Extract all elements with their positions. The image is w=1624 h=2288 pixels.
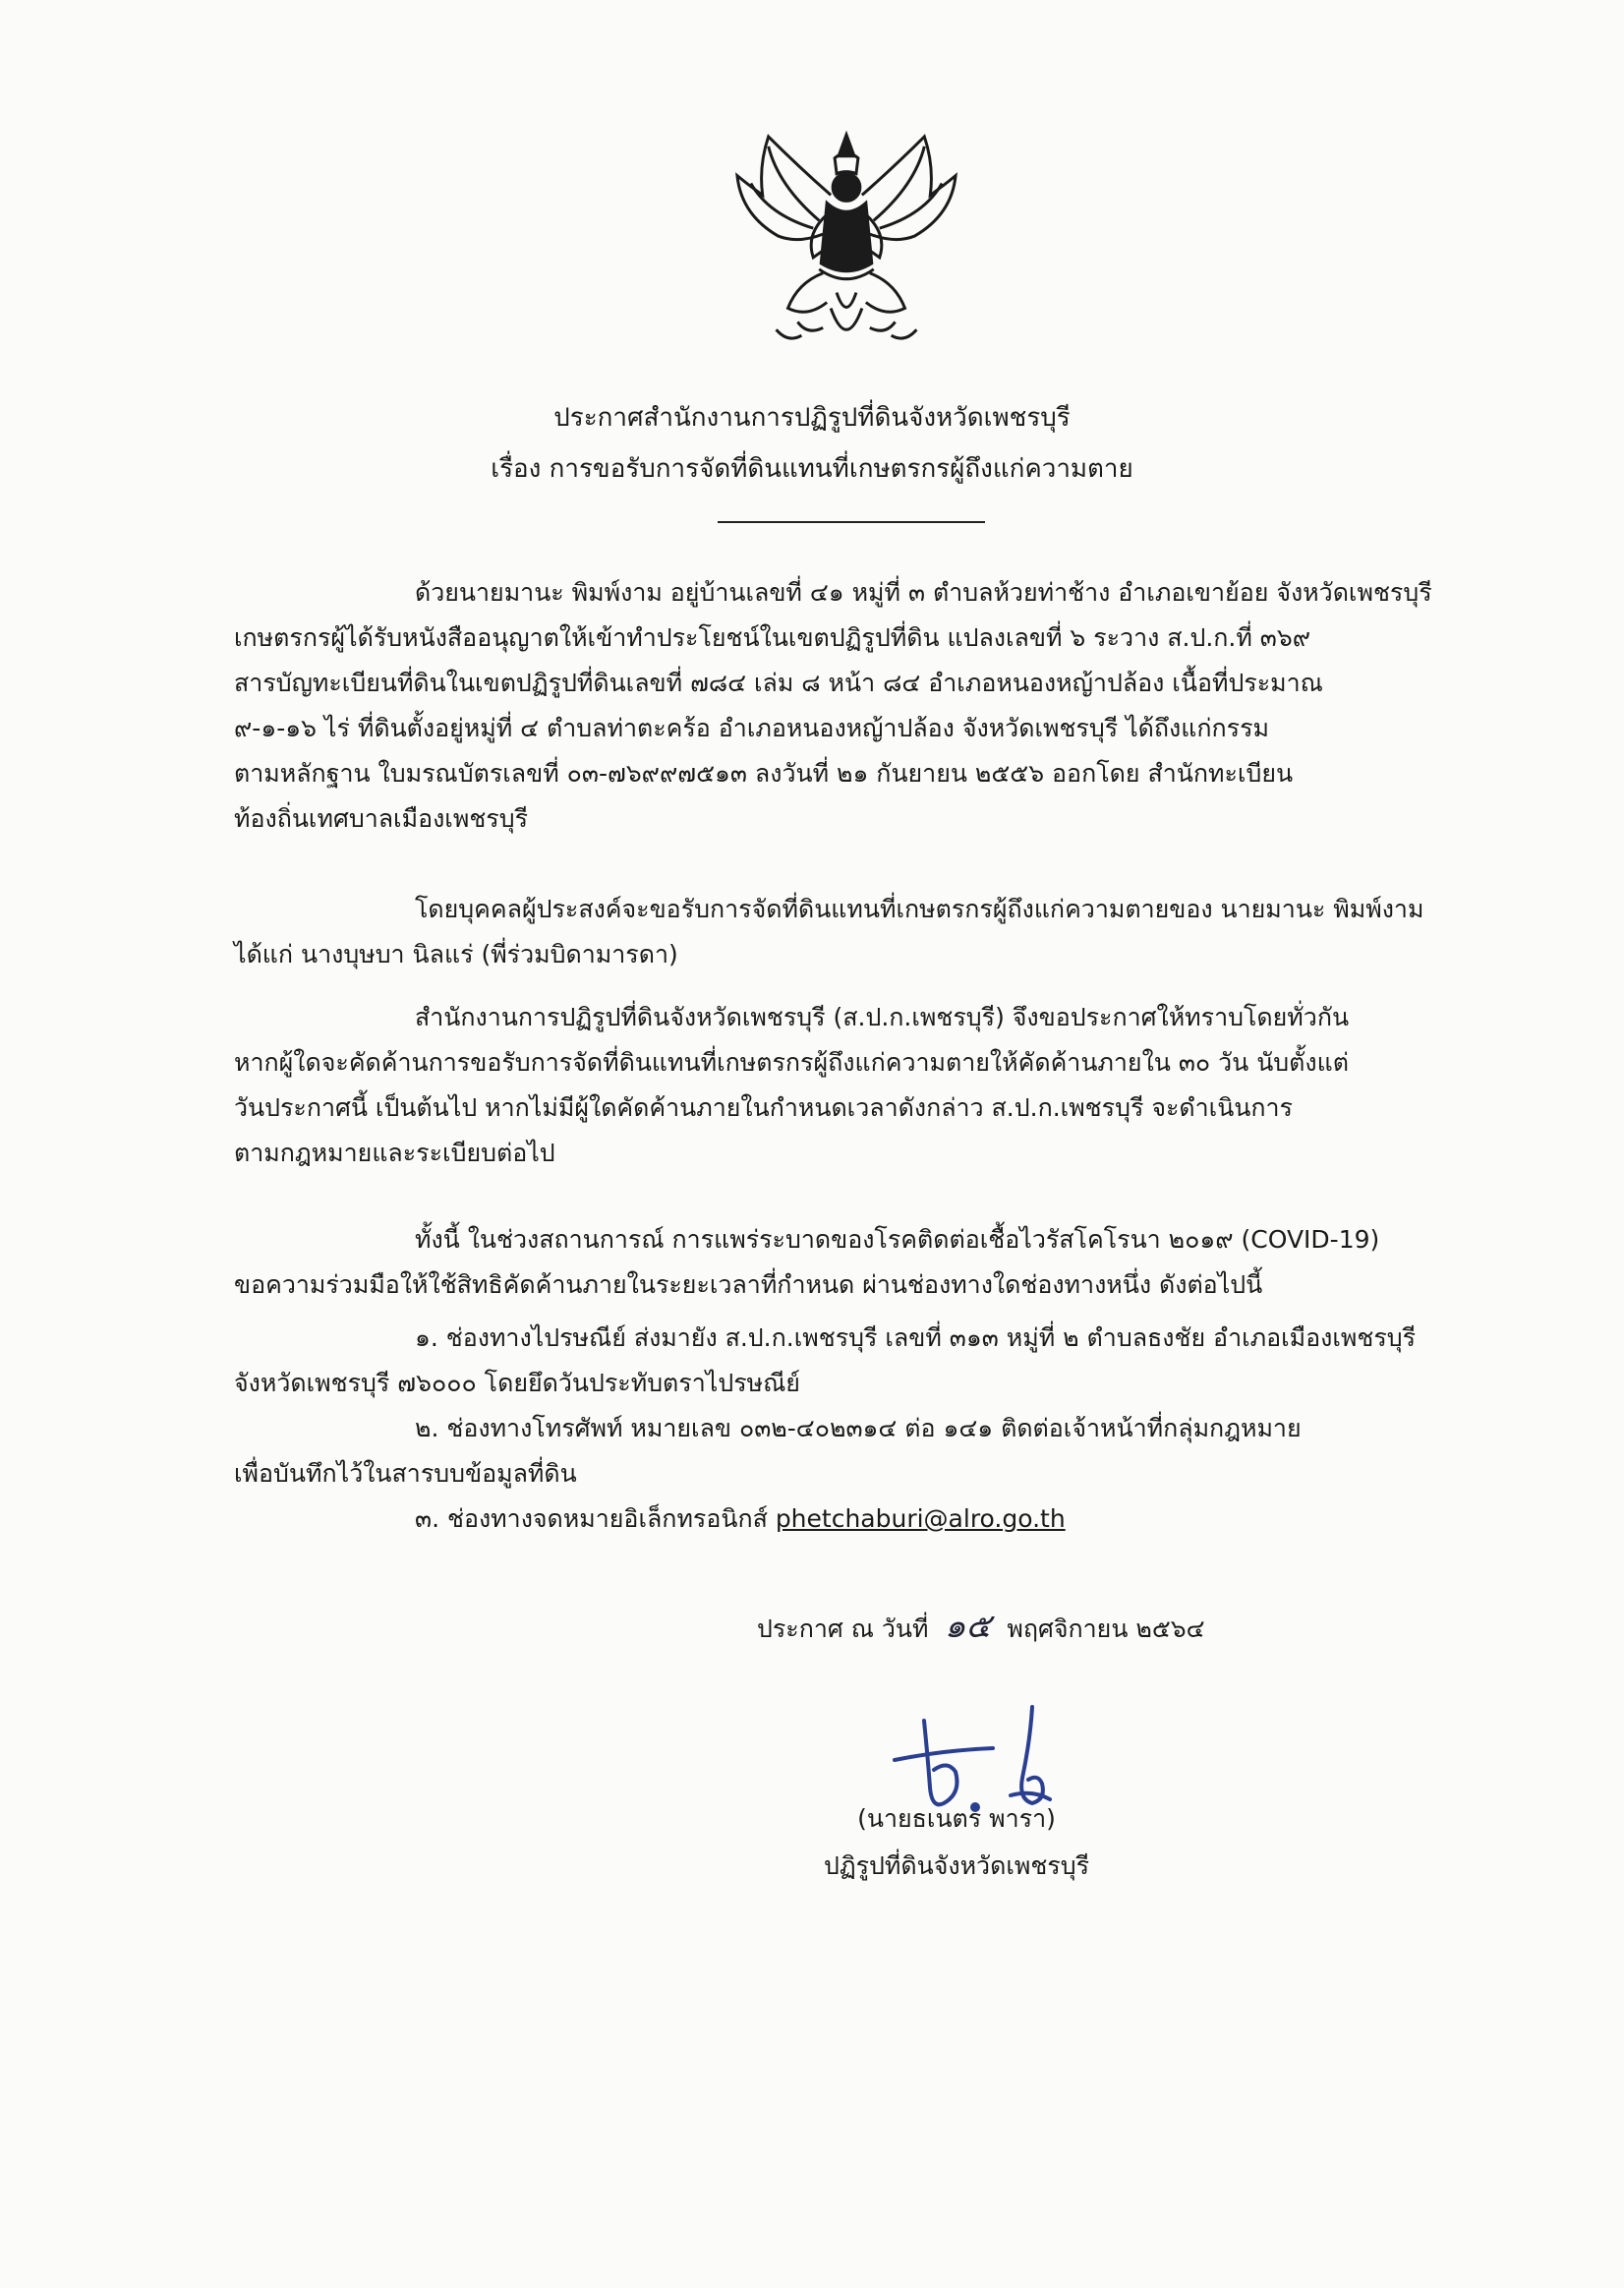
channel-3-label: ๓. ช่องทางจดหมายอิเล็กทรอนิกส์ — [415, 1504, 768, 1533]
paragraph-2-line: ได้แก่ นางบุษบา นิลแร่ (พี่ร่วมบิดามารดา) — [234, 940, 678, 968]
signer-name: (นายธเนตร พารา) — [857, 1804, 1056, 1833]
paragraph-1-line: สารบัญทะเบียนที่ดินในเขตปฏิรูปที่ดินเลขที่ ๗๘๔ เล่ม ๘ หน้า ๘๔ อำเภอหนองหญ้าปล้อง เนื้อที่ประมาณ — [234, 669, 1323, 697]
channel-2 — [234, 1406, 1471, 1496]
paragraph-1-line: ท้องถิ่นเทศบาลเมืองเพชรบุรี — [234, 804, 529, 833]
announcement-date — [757, 1599, 1205, 1652]
paragraph-3-line: วันประกาศนี้ เป็นต้นไป หากไม่มีผู้ใดคัดค้านภายในกำหนดเวลาดังกล่าว ส.ป.ก.เพชรบุรี จะดำเนินการ — [234, 1093, 1293, 1122]
paragraph-1-line: เกษตรกรผู้ได้รับหนังสืออนุญาตให้เข้าทำประโยชน์ในเขตปฏิรูปที่ดิน แปลงเลขที่ ๖ ระวาง ส.ป.ก.ที่ ๓๖๙ — [234, 623, 1311, 652]
paragraph-4-line: ทั้งนี้ ในช่วงสถานการณ์ การแพร่ระบาดของโรคติดต่อเชื้อไวรัสโคโรนา ๒๐๑๙ (COVID-19) — [415, 1225, 1380, 1254]
channel-3-line — [234, 1496, 1471, 1542]
paragraph-3 — [234, 995, 1471, 1176]
document-subject: เรื่อง การขอรับการจัดที่ดินแทนที่เกษตรกรผู้ถึงแก่ความตาย — [491, 454, 1133, 484]
channel-2-line: ๒. ช่องทางโทรศัพท์ หมายเลข ๐๓๒-๔๐๒๓๑๔ ต่อ ๑๔๑ ติดต่อเจ้าหน้าที่กลุ่มกฎหมาย — [415, 1414, 1302, 1442]
date-month-year: พฤศจิกายน ๒๕๖๔ — [1007, 1614, 1205, 1643]
date-prefix: ประกาศ ณ วันที่ — [757, 1614, 929, 1643]
paragraph-1-line: ตามหลักฐาน ใบมรณบัตรเลขที่ ๐๓-๗๖๙๙๗๕๑๓ ลงวันที่ ๒๑ กันยายน ๒๕๕๖ ออกโดย สำนักทะเบียน — [234, 759, 1294, 788]
paragraph-3-line: สำนักงานการปฏิรูปที่ดินจังหวัดเพชรบุรี (ส.ป.ก.เพชรบุรี) จึงขอประกาศให้ทราบโดยทั่วกัน — [415, 1003, 1350, 1031]
paragraph-1-line: ด้วยนายมานะ พิมพ์งาม อยู่บ้านเลขที่ ๔๑ หมู่ที่ ๓ ตำบลห้วยท่าช้าง อำเภอเขาย้อย จังหวัดเพชรบุรี — [415, 578, 1432, 607]
paragraph-1-line: ๙-๑-๑๖ ไร่ ที่ดินตั้งอยู่หมู่ที่ ๔ ตำบลท่าตะคร้อ อำเภอหนองหญ้าปล้อง จังหวัดเพชรบุรี ได้ถึงแก่กรรม — [234, 714, 1269, 742]
paragraph-1 — [234, 570, 1471, 842]
date-day: ๑๕ — [944, 1607, 992, 1646]
channel-2-line: เพื่อบันทึกไว้ในสารบบข้อมูลที่ดิน — [234, 1459, 577, 1488]
channel-1 — [234, 1316, 1471, 1406]
channel-3 — [234, 1496, 1471, 1542]
title-divider — [718, 521, 985, 523]
paragraph-2-line: โดยบุคคลผู้ประสงค์จะขอรับการจัดที่ดินแทนที่เกษตรกรผู้ถึงแก่ความตายของ นายมานะ พิมพ์งาม — [415, 895, 1424, 923]
signer-position: ปฏิรูปที่ดินจังหวัดเพชรบุรี — [823, 1851, 1090, 1880]
channel-1-line: ๑. ช่องทางไปรษณีย์ ส่งมายัง ส.ป.ก.เพชรบุรี เลขที่ ๓๑๓ หมู่ที่ ๒ ตำบลธงชัย อำเภอเมืองเพชรบุรี — [415, 1323, 1417, 1352]
garuda-emblem-icon — [729, 126, 963, 362]
channel-1-line: จังหวัดเพชรบุรี ๗๖๐๐๐ โดยยึดวันประทับตราไปรษณีย์ — [234, 1369, 800, 1397]
document-title: ประกาศสำนักงานการปฏิรูปที่ดินจังหวัดเพชรบุรี — [553, 403, 1071, 433]
paragraph-2 — [234, 887, 1471, 977]
email-link[interactable]: phetchaburi@alro.go.th — [775, 1504, 1066, 1533]
paragraph-3-line: หากผู้ใดจะคัดค้านการขอรับการจัดที่ดินแทนที่เกษตรกรผู้ถึงแก่ความตายให้คัดค้านภายใน ๓๐ วัน นับตั้งแต่ — [234, 1048, 1349, 1077]
paragraph-4-line: ขอความร่วมมือให้ใช้สิทธิคัดค้านภายในระยะเวลาที่กำหนด ผ่านช่องทางใดช่องทางหนึ่ง ดังต่อไปนี้ — [234, 1270, 1263, 1299]
paragraph-3-line: ตามกฎหมายและระเบียบต่อไป — [234, 1139, 555, 1167]
paragraph-4 — [234, 1217, 1471, 1308]
